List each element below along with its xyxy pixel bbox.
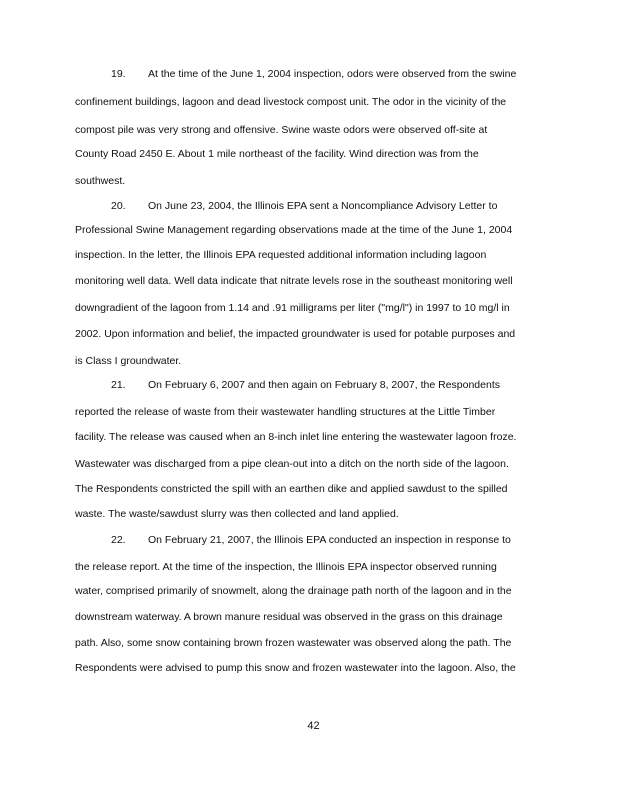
paragraph-text: At the time of the June 1, 2004 inspection, odors were observed from the swine [148,68,517,80]
paragraph-line: 2002. Upon information and belief, the impacted groundwater is used for potable purposes and [75,328,516,340]
paragraph-line: facility. The release was caused when an 8-inch inlet line entering the wastewater lagoon froze. [75,431,517,443]
paragraph-number: 21. [111,379,126,391]
paragraph-line: reported the release of waste from their wastewater handling structures at the Little Timber [75,406,496,418]
paragraph-number: 20. [111,200,126,212]
paragraph-line: path. Also, some snow containing brown frozen wastewater was observed along the path. The [75,637,512,649]
page-number: 42 [307,720,320,732]
paragraph-line: is Class I groundwater. [75,355,182,367]
paragraph-text: On February 21, 2007, the Illinois EPA conducted an inspection in response to [148,534,511,546]
paragraph-line: Respondents were advised to pump this snow and frozen wastewater into the lagoon. Also, the [75,662,516,674]
paragraph-line: confinement buildings, lagoon and dead livestock compost unit. The odor in the vicinity of the [75,96,507,108]
paragraph-number: 19. [111,68,126,80]
paragraph-line: The Respondents constricted the spill with an earthen dike and applied sawdust to the spilled [75,483,508,495]
paragraph-line: monitoring well data. Well data indicate that nitrate levels rose in the southeast monitoring well [75,275,513,287]
paragraph-line: County Road 2450 E. About 1 mile northeast of the facility. Wind direction was from the [75,148,479,160]
paragraph-line: downstream waterway. A brown manure residual was observed in the grass on this drainage [75,611,503,623]
paragraph-line: the release report. At the time of the inspection, the Illinois EPA inspector observed running [75,561,497,573]
paragraph-line: southwest. [75,175,126,187]
paragraph-number: 22. [111,534,126,546]
paragraph-line: water, comprised primarily of snowmelt, along the drainage path north of the lagoon and in the [75,585,512,597]
paragraph-line: inspection. In the letter, the Illinois EPA requested additional information including lagoon [75,249,487,261]
paragraph-line: compost pile was very strong and offensive. Swine waste odors were observed off-site at [75,124,488,136]
paragraph-line: Wastewater was discharged from a pipe clean-out into a ditch on the north side of the lagoon. [75,458,509,470]
paragraph-line: waste. The waste/sawdust slurry was then collected and land applied. [75,508,399,520]
paragraph-text: On June 23, 2004, the Illinois EPA sent a Noncompliance Advisory Letter to [148,200,498,212]
paragraph-text: On February 6, 2007 and then again on February 8, 2007, the Respondents [148,379,500,391]
paragraph-line: Professional Swine Management regarding observations made at the time of the June 1, 2004 [75,224,513,236]
paragraph-line: downgradient of the lagoon from 1.14 and .91 milligrams per liter ("mg/l") in 1997 to 10 mg/l in [75,302,510,314]
